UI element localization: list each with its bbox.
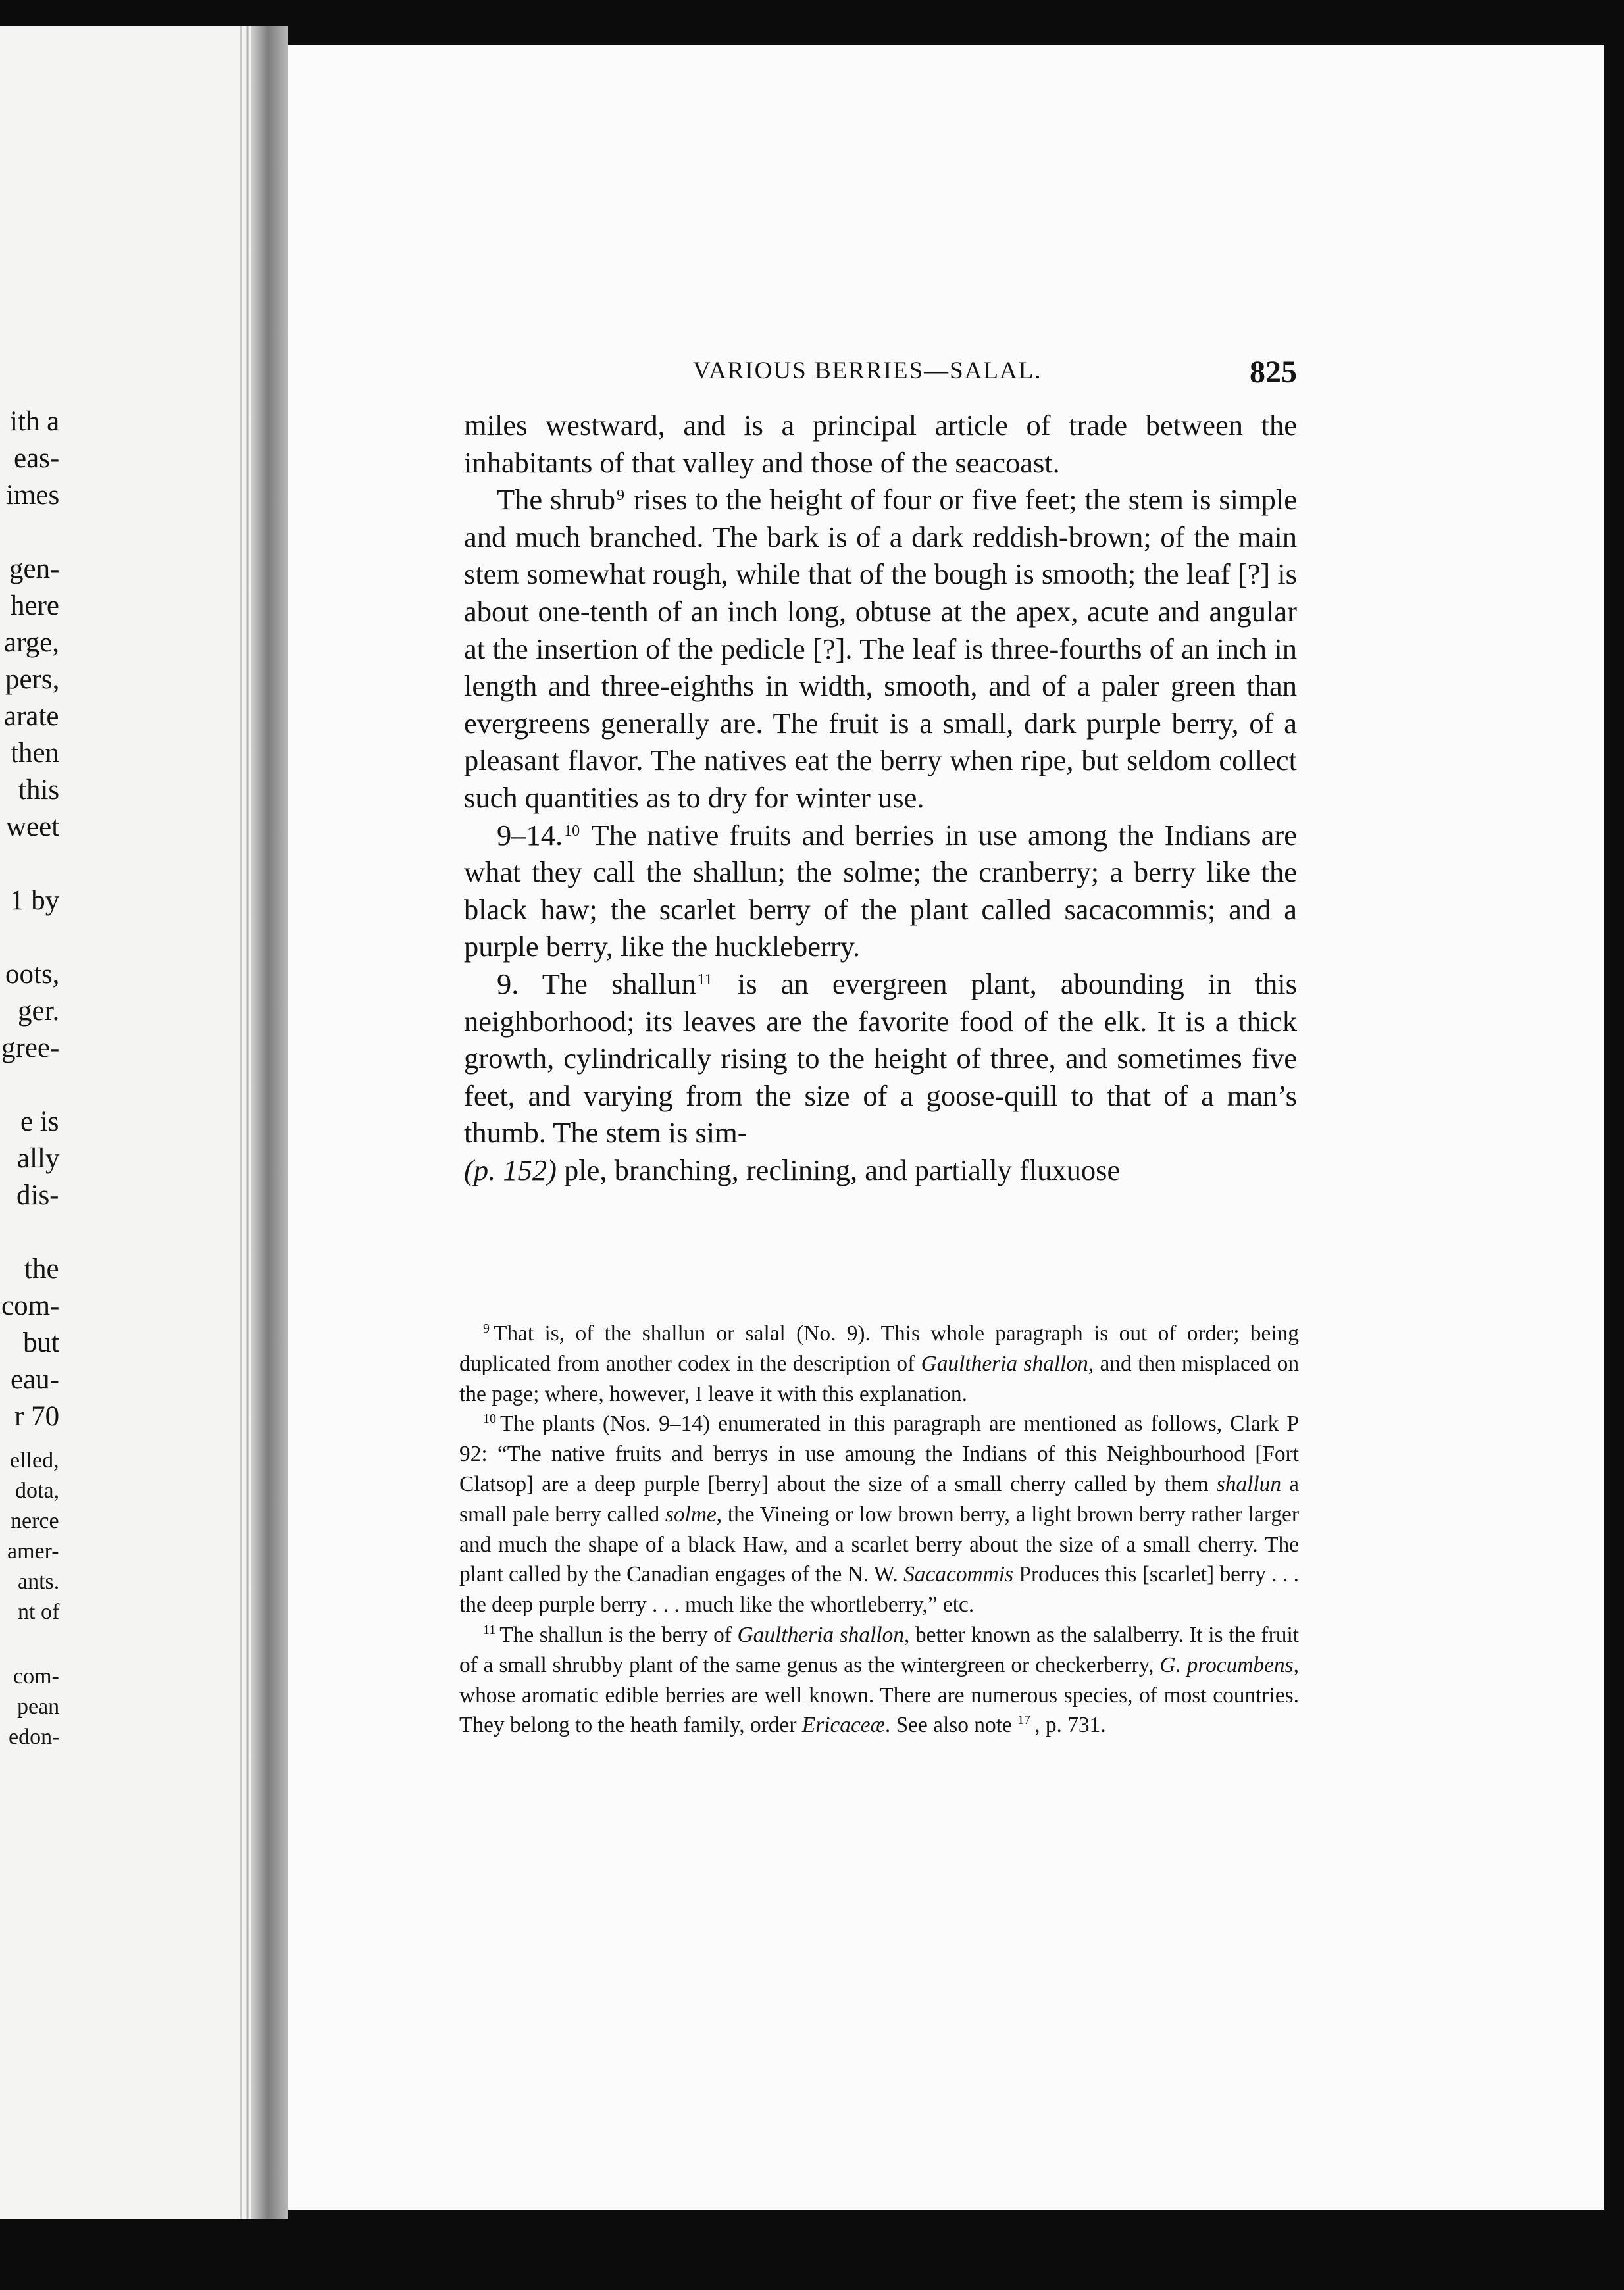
running-head <box>464 354 1297 394</box>
footnote-11: $^{11}$ The shallun is the berry of Gaultheria shallon, better known as the salalberry. It is the fruit of a small shrubby plant of the same genus as the wintergreen or checkerberry, G. procumbens, whose aromatic edible berries are well known. There are numerous species, of most countries. They belong to the heath family, order Ericaceæ. See also note $^{17}$ , p. 731. <box>459 1622 1300 1738</box>
left-page-fragment: the <box>24 1254 59 1285</box>
left-page-fragment: pean <box>17 1694 60 1719</box>
left-page-fragment: then <box>11 738 60 769</box>
left-page-fragment: dis- <box>16 1180 59 1211</box>
book-gutter <box>251 26 288 2219</box>
left-page-fragment: ger. <box>18 996 60 1027</box>
left-page-fragment: oots, <box>5 959 60 990</box>
left-page-fragment: but <box>23 1327 59 1358</box>
left-page-fragment: ants. <box>18 1569 60 1594</box>
footnote-mark-11: 11 <box>483 1622 496 1637</box>
page-number: 825 <box>1250 355 1297 390</box>
paragraph-2: The shrub$^9$ rises to the height of four or five feet; the stem is simple and much branched. The bark is of a dark reddish-brown; of the main stem somewhat rough, while that of the bough is smooth; the leaf [?] is about one-tenth of an inch long, obtuse at the apex, acute and angular at the insertion of the pedicle [?]. The leaf is three-fourths of an inch in length and three-eighths in width, smooth, and of a paler green than evergreens generally are. The fruit is a small, dark purple berry, of a pleasant flavor. The natives eat the berry when ripe, but seldom collect such quantities as to dry for winter use. <box>464 483 1297 814</box>
left-page-fragment: gen- <box>9 553 60 584</box>
left-page-fragment: nerce <box>11 1509 59 1533</box>
running-title: VARIOUS BERRIES—SALAL. <box>693 357 1042 384</box>
footnote-ref-11[interactable]: 11 <box>697 971 713 988</box>
left-page-fragment: gree- <box>1 1032 60 1063</box>
left-page-fragment: com- <box>13 1664 59 1689</box>
left-page-fragment: ally <box>17 1143 60 1174</box>
paragraph-1: miles westward, and is a principal article of trade between the inhabitants of that valley and those of the seacoast. <box>464 409 1297 479</box>
left-page-fragment: pers, <box>5 664 60 695</box>
left-page-fragment: arge, <box>4 627 59 658</box>
note-ref-17[interactable]: 17 <box>1017 1713 1031 1728</box>
left-page-fragment: here <box>11 590 59 621</box>
footnote-ref-10[interactable]: 10 <box>564 822 580 840</box>
paragraph-3: 9–14.10 The native fruits and berries in use among the Indians are what they call the shallun; the solme; the cranberry; a berry like the black haw; the scarlet berry of the plant called sacacommis; and a purple berry, like the huckleberry. <box>464 818 1297 963</box>
left-page-fragment: 1 by <box>10 885 60 916</box>
left-page-fragment: r 70 <box>14 1401 60 1432</box>
footnote-9: $^9$ That is, of the shallun or salal (No. 9). This whole paragraph is out of order; being duplicated from another codex in the description of Gaultheria shallon, and then misplaced on the page; where, however, I leave it with this explanation. <box>459 1321 1300 1406</box>
left-page-fragment: e is <box>20 1106 59 1137</box>
left-page-fragment: edon- <box>9 1725 60 1749</box>
footnote-10: $^{10}$ The plants (Nos. 9–14) enumerated in this paragraph are mentioned as follows, Clark P 92: “The native fruits and berrys in use amoung the Indians of this Neighbourhood [Fort Clatsop] are a deep purple [berry] about the size of a small cherry called by them shallun a small pale berry called solme, the Vineing or low brown berry, a light brown berry rather larger and much the shape of a black Haw, and a scarlet berry about the size of a small cherry. The plant called by the Canadian engages of the N. W. Sacacommis Produces this [scarlet] berry . . . the deep purple berry . . . much like the whortleberry,” etc. <box>459 1412 1299 1617</box>
original-page-ref: (p. 152) <box>464 1153 557 1186</box>
left-page-margin <box>0 26 251 2219</box>
footnote-mark-10: 10 <box>483 1412 496 1427</box>
left-page-fragment: dota, <box>15 1479 60 1503</box>
left-page-fragment: elled, <box>10 1448 59 1473</box>
footnote-ref-9[interactable]: 9 <box>617 487 624 505</box>
left-page-fragment: com- <box>1 1290 60 1321</box>
left-page-fragment: nt of <box>18 1600 60 1624</box>
footnotes <box>459 1319 1299 1741</box>
left-page-fragment: amer- <box>7 1539 59 1564</box>
left-page-fragment: arate <box>4 701 59 732</box>
left-page-fragment: eau- <box>11 1364 59 1395</box>
left-page-fragment: eas- <box>14 443 60 474</box>
body-text <box>464 407 1297 1188</box>
paragraph-4: 9. The shallun$^{11}$ is an evergreen plant, abounding in this neighborhood; its leaves are the favorite food of the elk. It is a thick growth, cylindrically rising to the height of three, and sometimes five feet, and varying from the size of a goose-quill to that of a man’s thumb. The stem is sim- (p. 152) ple, branching, reclining, and partially fluxuose <box>464 967 1297 1186</box>
left-page-fragment: this <box>18 775 60 805</box>
left-page-fragment: weet <box>6 811 60 842</box>
left-page-fragment: ith a <box>10 406 60 437</box>
left-page-fragment: imes <box>6 480 60 511</box>
footnote-mark-9: 9 <box>483 1321 490 1336</box>
